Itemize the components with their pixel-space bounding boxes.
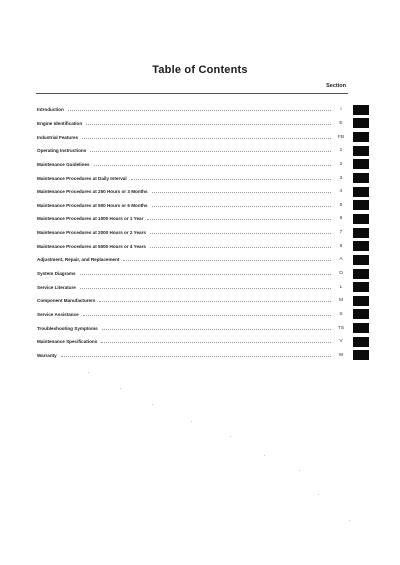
toc-entry-section: 5: [339, 202, 343, 208]
scan-speck: [152, 404, 153, 405]
section-tab[interactable]: [353, 269, 369, 279]
toc-entry-industrial-features[interactable]: [37, 130, 348, 144]
toc-entry-section: FB: [337, 134, 345, 140]
scan-speck: [230, 436, 231, 437]
dot-leader: [68, 110, 331, 111]
toc-entry-service-literature[interactable]: [37, 280, 348, 294]
toc-entry-maintenance-specifications[interactable]: [37, 335, 348, 349]
toc-entry-label: Engine Identification: [37, 120, 83, 126]
section-tab[interactable]: [353, 159, 369, 169]
dot-leader: [131, 179, 331, 180]
section-tab[interactable]: [353, 350, 369, 360]
toc-entry-maintenance-250-hours[interactable]: [37, 185, 348, 199]
toc-entry-maintenance-5000-hours[interactable]: [37, 239, 348, 253]
toc-entry-section: E: [339, 120, 343, 126]
section-tab[interactable]: [353, 255, 369, 265]
dot-leader: [90, 151, 331, 152]
scan-speck: [349, 520, 350, 521]
toc-entry-label: Maintenance Procedures at 250 Hours or 3 Months: [37, 189, 148, 195]
dot-leader: [123, 260, 331, 261]
toc-entry-label: Component Manufacturers: [37, 298, 96, 304]
dot-leader: [86, 124, 331, 125]
header-rule: [36, 93, 348, 94]
dot-leader: [102, 329, 331, 330]
toc-entry-engine-identification[interactable]: [37, 117, 348, 131]
scan-speck: [88, 372, 89, 373]
dot-leader: [101, 342, 331, 343]
toc-entry-section: 1: [339, 148, 343, 154]
section-column-header: Section: [326, 83, 346, 89]
toc-entry-adjustment-repair[interactable]: [37, 253, 348, 267]
section-tab[interactable]: [353, 118, 369, 128]
section-tab[interactable]: [353, 146, 369, 156]
section-tab[interactable]: [353, 214, 369, 224]
scan-speck: [299, 470, 300, 471]
section-tab[interactable]: [353, 241, 369, 251]
toc-entry-label: Introduction: [37, 107, 64, 113]
toc-entry-section: D: [339, 271, 343, 276]
toc-entry-label: Maintenance Guidelines: [37, 161, 90, 167]
toc-entry-label: Maintenance Procedures at Daily Interval: [37, 175, 127, 181]
toc-entry-section: 8: [339, 243, 343, 249]
dot-leader: [147, 219, 331, 220]
section-tab[interactable]: [353, 187, 369, 197]
section-tab[interactable]: [353, 296, 369, 306]
toc-entry-system-diagrams[interactable]: [37, 267, 348, 281]
toc-entry-operating-instructions[interactable]: [37, 144, 348, 158]
toc-entry-label: Adjustment, Repair, and Replacement: [37, 257, 120, 263]
dot-leader: [152, 206, 331, 207]
dot-leader: [80, 288, 331, 289]
toc-entry-label: Industrial Features: [37, 134, 79, 140]
toc-entry-maintenance-guidelines[interactable]: [37, 158, 348, 172]
toc-entry-section: 7: [339, 230, 343, 236]
section-tab[interactable]: [353, 323, 369, 333]
toc-entry-section: M: [339, 298, 343, 304]
toc-entry-maintenance-1000-hours[interactable]: [37, 212, 348, 226]
toc-entry-label: Maintenance Specifications: [37, 339, 98, 345]
toc-entry-label: Operating Instructions: [37, 148, 87, 154]
scan-speck: [318, 494, 319, 495]
scan-speck: [264, 455, 265, 456]
dot-leader: [150, 247, 331, 248]
scan-speck: [120, 388, 121, 389]
toc-entry-troubleshooting-symptoms[interactable]: [37, 321, 348, 335]
section-tab[interactable]: [353, 309, 369, 319]
toc-entry-label: Maintenance Procedures at 2000 Hours or 2 Years: [37, 230, 146, 236]
toc-entry-section: L: [339, 284, 343, 290]
toc-entry-label: Maintenance Procedures at 5000 Hours or 4 Years: [37, 243, 146, 249]
dot-leader: [82, 138, 331, 139]
toc-entry-section: W: [338, 352, 344, 358]
section-tab[interactable]: [353, 105, 369, 115]
dot-leader: [150, 233, 331, 234]
toc-entry-label: Service Literature: [37, 284, 76, 290]
toc-entry-section: TS: [337, 325, 345, 331]
toc-entry-section: 4: [339, 189, 343, 195]
toc-entry-label: Warranty: [37, 352, 57, 358]
dot-leader: [152, 192, 331, 193]
toc-entry-label: Maintenance Procedures at 500 Hours or 6 Months: [37, 202, 148, 208]
section-tab[interactable]: [353, 337, 369, 347]
toc-entry-section: i: [340, 107, 342, 113]
toc-entry-component-manufacturers[interactable]: [37, 294, 348, 308]
section-tab[interactable]: [353, 282, 369, 292]
page-title: Table of Contents: [152, 64, 248, 76]
scan-speck: [191, 421, 192, 422]
toc-entry-warranty[interactable]: [37, 349, 348, 363]
section-tab[interactable]: [353, 132, 369, 142]
toc-entry-label: System Diagrams: [37, 271, 76, 276]
toc-entry-section: 6: [339, 216, 343, 222]
toc-entry-maintenance-500-hours[interactable]: [37, 198, 348, 212]
toc-entry-introduction[interactable]: [37, 103, 348, 117]
toc-entry-maintenance-daily[interactable]: [37, 171, 348, 185]
toc-entry-service-assistance[interactable]: [37, 308, 348, 322]
toc-entry-section: 2: [339, 161, 343, 167]
dot-leader: [61, 356, 331, 357]
section-tab[interactable]: [353, 173, 369, 183]
toc-entry-label: Maintenance Procedures at 1000 Hours or 1 Year: [37, 216, 144, 222]
toc-list: [37, 103, 348, 362]
dot-leader: [83, 315, 331, 316]
toc-entry-section: 3: [339, 175, 343, 181]
toc-entry-label: Troubleshooting Symptoms: [37, 325, 98, 331]
toc-entry-section: S: [339, 311, 343, 317]
dot-leader: [94, 165, 331, 166]
dot-leader: [80, 274, 331, 275]
toc-entry-section: A: [339, 257, 343, 263]
section-tab[interactable]: [353, 200, 369, 210]
section-tab[interactable]: [353, 228, 369, 238]
toc-entry-label: Service Assistance: [37, 311, 79, 317]
toc-entry-maintenance-2000-hours[interactable]: [37, 226, 348, 240]
dot-leader: [99, 301, 331, 302]
toc-entry-section: V: [339, 339, 343, 345]
